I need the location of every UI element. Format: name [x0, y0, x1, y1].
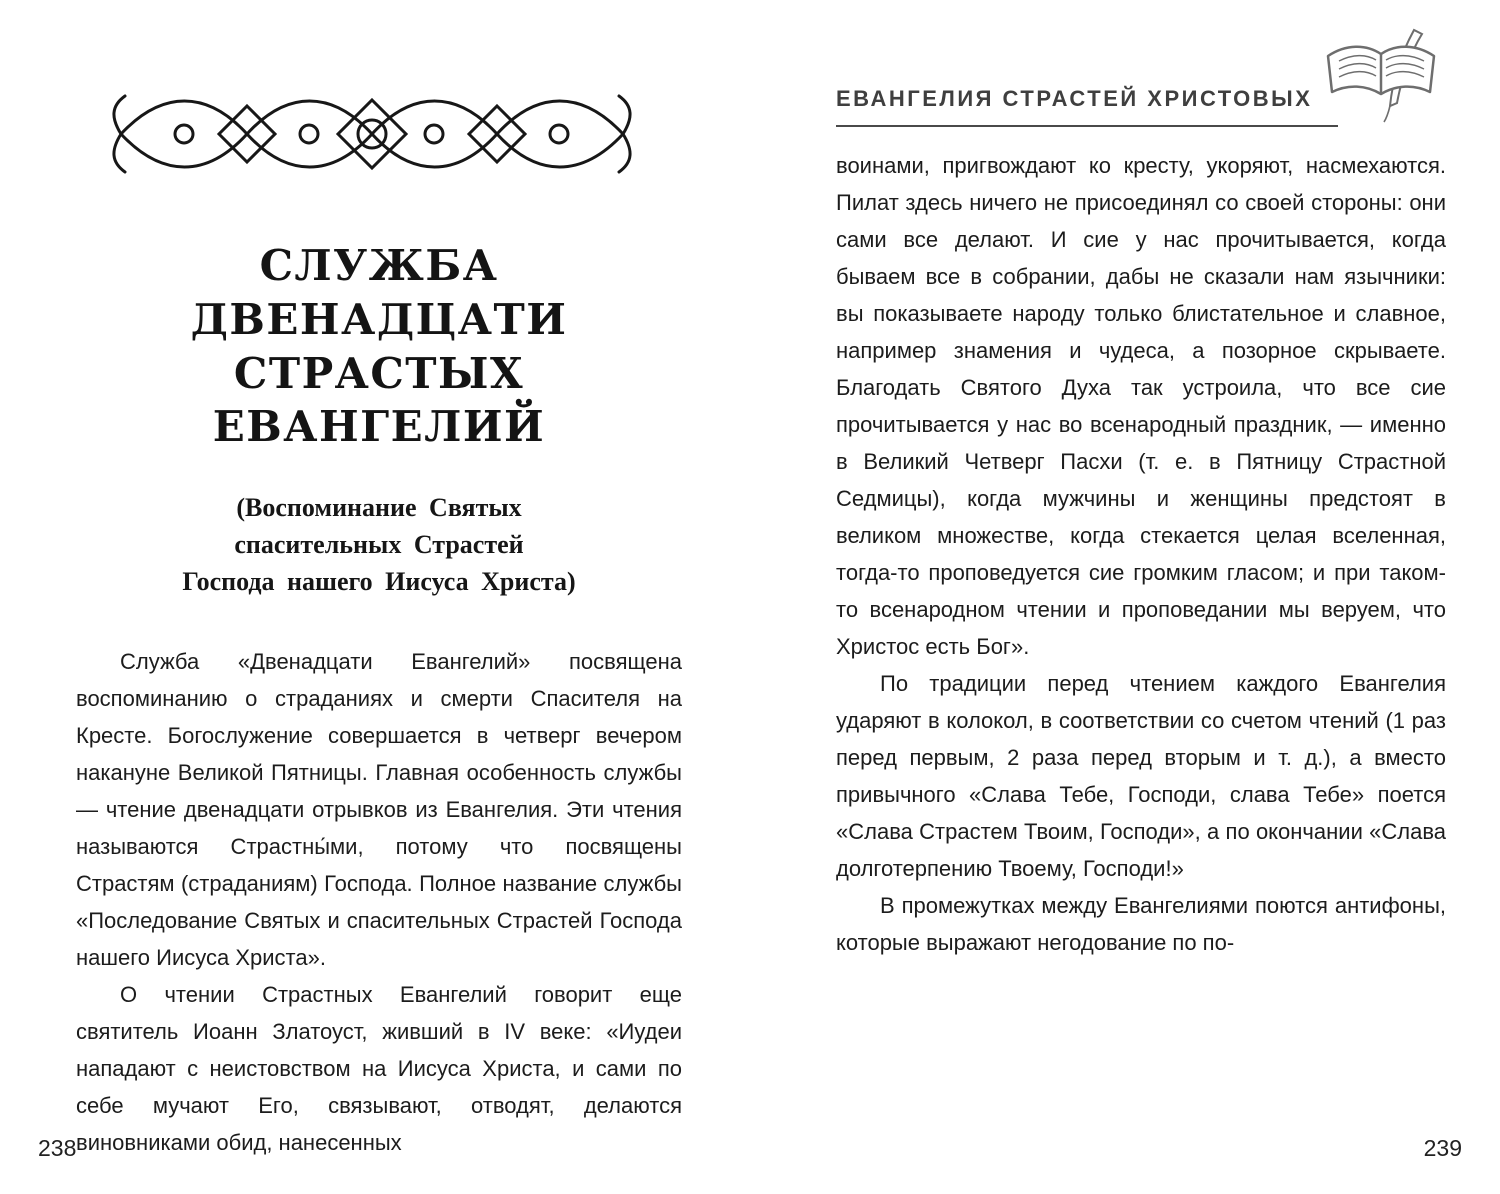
- paragraph: воинами, пригвождают ко кресту, укоряют, насмехаются. Пилат здесь ничего не присоединял со своей стороны: они сами все делают. И сие у нас прочитывается, когда бываем все в собрании, дабы не сказали нам язычники: вы показываете народу только блистательное и славное, например знамения и чудеса, а позорное скрываете. Благодать Святого Духа так устроила, что все сие прочитывается у нас во всенародный праздник, — именно в Великий Четверг Пасхи (т. е. в Пятницу Страстной Седмицы), когда мужчины и женщины предстоят в великом множестве, когда стекается целая вселенная, тогда-то проповедуется сие громким гласом; и при таком-то всенародном чтении и проповедании мы веруем, что Христос есть Бог».: [836, 153, 1446, 659]
- page-right: [836, 0, 1446, 1194]
- paragraph: Служба «Двенадцати Евангелий» посвящена воспоминанию о страданиях и смерти Спасителя на Кресте. Богослужение совершается в четверг вечером накануне Великой Пятницы. Главная особенность службы — чтение двенадцати отрывков из Евангелия. Эти чтения называются Страстны́ми, потому что посвящены Страстям (страданиям) Господа. Полное название службы «Последование Святых и спасительных Страстей Господа нашего Иисуса Христа».: [76, 648, 682, 970]
- left-body-text: [76, 643, 682, 1161]
- chapter-subtitle-line1: (Воспоминание Святых: [236, 493, 522, 522]
- open-book-icon: [1314, 24, 1454, 129]
- open-book-quill-icon: [1314, 24, 1454, 124]
- page-left: [76, 0, 682, 1194]
- header-rule: [836, 125, 1338, 127]
- chapter-title-line1: СЛУЖБА ДВЕНАДЦАТИ: [190, 241, 568, 344]
- chapter-title: [76, 239, 682, 454]
- page-number-left: 238: [38, 1135, 77, 1161]
- knotwork-ornament-icon: [107, 84, 652, 184]
- right-body-text: [836, 147, 1446, 961]
- chapter-subtitle-line2: спасительных Страстей: [234, 529, 524, 559]
- chapter-subtitle: [76, 490, 682, 601]
- ornament-band: [76, 84, 682, 189]
- page-number-right: 239: [1423, 1135, 1462, 1161]
- chapter-title-line2: СТРАСТЫХ ЕВАНГЕЛИЙ: [212, 348, 546, 452]
- paragraph: О чтении Страстных Евангелий говорит еще святитель Иоанн Златоуст, живший в IV веке: «Иудеи нападают с неистовством на Иисуса Христа, и сами по себе мучают Его, связывают, отводят, делаются виновниками обид, нанесенных: [76, 981, 682, 1155]
- paragraph: В промежутках между Евангелиями поются антифоны, которые выражают негодование по по-: [836, 893, 1446, 955]
- chapter-subtitle-line3: Господа нашего Иисуса Христа): [182, 566, 576, 596]
- running-header: ЕВАНГЕЛИЯ СТРАСТЕЙ ХРИСТОВЫХ: [836, 86, 1313, 111]
- paragraph: По традиции перед чтением каждого Евангелия ударяют в колокол, в соответствии со счетом чтений (1 раз перед первым, 2 раза перед вторым и т. д.), а вместо привычного «Слава Тебе, Господи, слава Тебе» поется «Слава Страстем Твоим, Господи», а по окончании «Слава долготерпению Твоему, Господи!»: [836, 671, 1446, 881]
